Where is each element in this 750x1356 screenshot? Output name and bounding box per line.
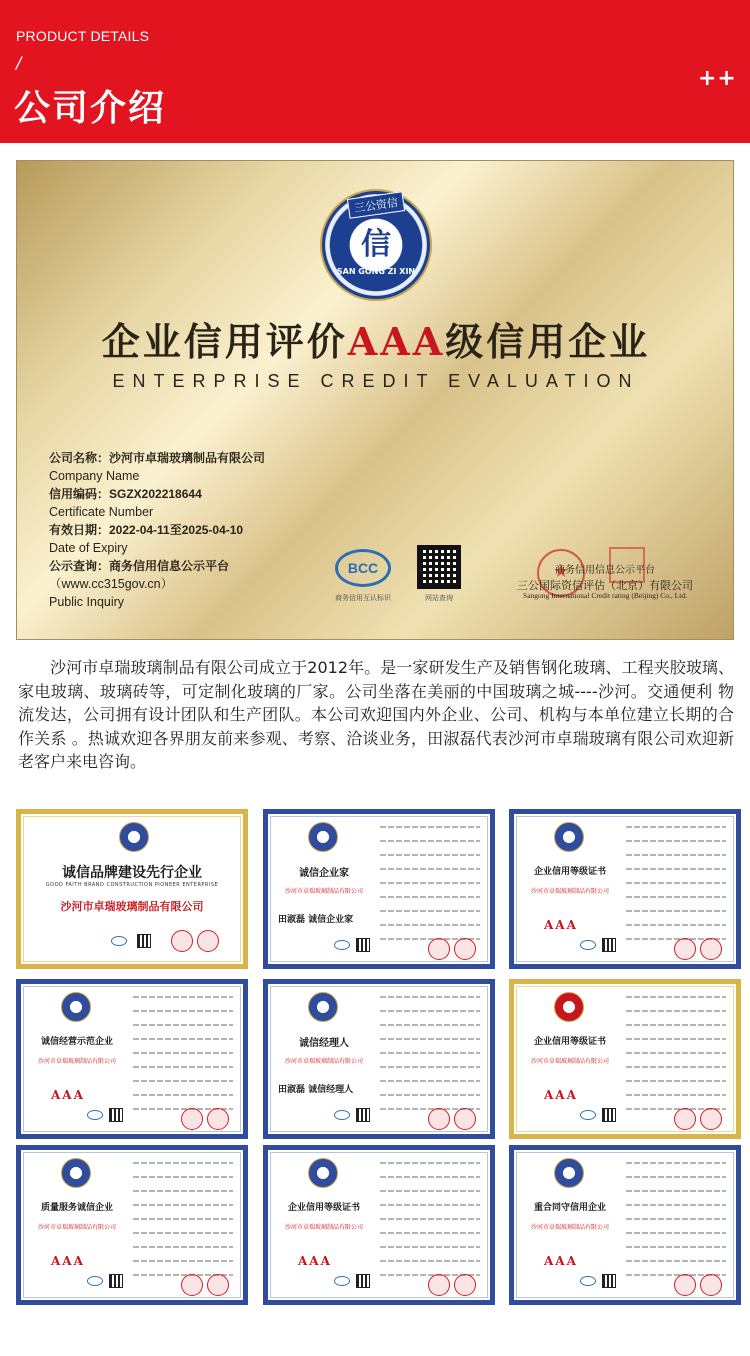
certificate-card	[263, 809, 495, 969]
qr-code-icon	[356, 938, 370, 952]
text-line	[380, 1052, 480, 1054]
certificate-emblem-icon	[554, 822, 584, 852]
text-line	[133, 1162, 233, 1164]
certificate-card	[16, 979, 248, 1139]
certificate-card	[509, 979, 741, 1139]
text-line	[380, 1204, 480, 1206]
text-line	[626, 1094, 726, 1096]
certificate-card-aaa: AAA	[544, 1088, 578, 1102]
certificate-card-person: 田淑磊 诚信经理人	[278, 1085, 354, 1095]
red-seal-icon	[700, 1108, 722, 1130]
qr-code-icon	[602, 1108, 616, 1122]
slash-divider: /	[16, 53, 22, 72]
certificate-card-aaa: AAA	[51, 1254, 85, 1268]
text-line	[626, 868, 726, 870]
text-line	[133, 1024, 233, 1026]
text-line	[626, 996, 726, 998]
field-inquiry-en: Public Inquiry	[49, 595, 125, 609]
certificate-card-title: 质量服务诚信企业	[40, 1203, 113, 1213]
bcc-logo-icon	[87, 1276, 103, 1286]
certificate-card-company: 沙河市卓瑞玻璃制品有限公司	[530, 1224, 609, 1231]
certificate-card-title: 企业信用等级证书	[533, 1037, 606, 1047]
issuer-name-en: Sangong International Credit rating (Beijing) Co., Ltd.	[523, 591, 687, 600]
bcc-logo-icon	[580, 1110, 596, 1120]
text-line	[626, 882, 726, 884]
red-seal-icon	[700, 1274, 722, 1296]
bcc-logo-icon	[334, 1276, 350, 1286]
text-line	[626, 826, 726, 828]
stamp-caption: 商务信用信息公示平台	[555, 565, 655, 576]
certificate-emblem-icon	[554, 992, 584, 1022]
text-line	[133, 1246, 233, 1248]
text-line	[626, 1052, 726, 1054]
text-line	[626, 1190, 726, 1192]
text-line	[133, 1204, 233, 1206]
eyebrow-text: PRODUCT DETAILS	[16, 28, 150, 44]
text-line	[133, 1176, 233, 1178]
credit-certificate-image	[16, 160, 734, 640]
text-line	[626, 1038, 726, 1040]
plus-decoration: ++	[698, 66, 737, 91]
certificate-subtitle: ENTERPRISE CREDIT EVALUATION	[112, 371, 640, 391]
red-seal-icon	[428, 1274, 450, 1296]
certificate-card	[263, 979, 495, 1139]
text-line	[626, 1232, 726, 1234]
certificate-card-company: 沙河市卓瑞玻璃制品有限公司	[284, 1224, 363, 1231]
issuer-name-cn: 三公国际资信评估（北京）有限公司	[517, 579, 693, 592]
company-intro-paragraph: 沙河市卓瑞玻璃制品有限公司成立于2012年。是一家研发生产及销售钢化玻璃、工程夹胶玻璃、家电玻璃、玻璃砖等，可定制化玻璃的厂家。公司坐落在美丽的中国玻璃之城----沙河。交通便利 物流发达，公司拥有设计团队和生产团队。本公司欢迎国内外企业、公司、机构与本单位建立长期的合作关系 。热诚欢迎各界朋友前来参观、考察、洽谈业务，田淑磊代表沙河市卓瑞玻璃有限公司欢迎新老客户来电咨询。	[18, 658, 734, 771]
red-seal-icon	[207, 1108, 229, 1130]
certificate-emblem-icon	[61, 1158, 91, 1188]
qr-code-icon	[356, 1108, 370, 1122]
qr-code-icon	[109, 1108, 123, 1122]
red-seal-icon	[700, 938, 722, 960]
bcc-logo-icon: BCC	[335, 549, 391, 587]
certificate-card-person: 田淑磊 诚信企业家	[278, 915, 354, 925]
certificate-card	[16, 1145, 248, 1305]
qr-code-icon	[602, 1274, 616, 1288]
certificate-card-title: 诚信经理人	[299, 1038, 349, 1049]
certificate-card	[509, 1145, 741, 1305]
emblem-top-text: 三公资信	[347, 191, 405, 219]
text-line	[380, 924, 480, 926]
text-line	[133, 1094, 233, 1096]
bcc-logo-icon	[111, 936, 127, 946]
text-line	[133, 1260, 233, 1262]
text-line	[626, 1246, 726, 1248]
certificate-emblem-icon	[308, 822, 338, 852]
text-line	[380, 1246, 480, 1248]
text-line	[626, 1260, 726, 1262]
field-number-cn: 信用编码：SGZX202218644	[49, 487, 202, 501]
red-seal-icon	[674, 938, 696, 960]
text-line	[380, 1232, 480, 1234]
field-company-cn: 公司名称：沙河市卓瑞玻璃制品有限公司	[49, 451, 266, 465]
qr-code-icon	[109, 1274, 123, 1288]
bcc-logo-icon	[334, 940, 350, 950]
red-seal-icon	[197, 930, 219, 952]
sangong-emblem-icon	[320, 189, 432, 301]
text-line	[380, 1162, 480, 1164]
certificate-card-aaa: AAA	[51, 1088, 85, 1102]
qr-code-icon	[356, 1274, 370, 1288]
text-line	[133, 1232, 233, 1234]
certificate-emblem-icon	[554, 1158, 584, 1188]
text-line	[133, 1066, 233, 1068]
text-line	[626, 1010, 726, 1012]
certificate-card-aaa: AAA	[544, 1254, 578, 1268]
certificate-card-subtitle: GOOD FAITH BRAND CONSTRUCTION PIONEER ENTERPRISE	[45, 882, 219, 888]
certificate-card	[16, 809, 248, 969]
text-line	[626, 924, 726, 926]
text-line	[380, 854, 480, 856]
certificate-emblem-icon	[119, 822, 149, 852]
bcc-logo-icon	[580, 940, 596, 950]
text-line	[133, 1052, 233, 1054]
text-line	[626, 1218, 726, 1220]
text-line	[380, 840, 480, 842]
certificate-card-company: 沙河市卓瑞玻璃制品有限公司	[284, 1058, 363, 1065]
certificate-card	[509, 809, 741, 969]
qr-code-icon	[417, 545, 461, 589]
qr-caption: 网站查询	[425, 594, 453, 602]
red-seal-icon	[674, 1108, 696, 1130]
certificate-card-title: 重合同守信用企业	[533, 1203, 606, 1213]
certificate-title	[17, 311, 734, 366]
certificate-card-company: 沙河市卓瑞玻璃制品有限公司	[37, 1224, 116, 1231]
certificate-card-aaa: AAA	[544, 918, 578, 932]
text-line	[133, 1080, 233, 1082]
certificate-card-title: 企业信用等级证书	[287, 1203, 360, 1213]
text-line	[380, 1218, 480, 1220]
red-seal-icon	[454, 938, 476, 960]
field-number-en: Certificate Number	[49, 505, 154, 519]
red-seal-icon	[674, 1274, 696, 1296]
text-line	[133, 1218, 233, 1220]
section-header	[0, 0, 750, 143]
certificate-title-post: 级信用企业	[445, 319, 651, 364]
emblem-char: 信	[352, 221, 400, 269]
text-line	[626, 896, 726, 898]
red-seal-icon	[454, 1274, 476, 1296]
text-line	[626, 1080, 726, 1082]
certificate-card	[263, 1145, 495, 1305]
field-expiry-en: Date of Expiry	[49, 541, 128, 555]
red-seal-icon	[454, 1108, 476, 1130]
certificate-card-title: 诚信企业家	[299, 868, 349, 879]
text-line	[380, 1066, 480, 1068]
red-seal-icon	[181, 1108, 203, 1130]
text-line	[380, 1038, 480, 1040]
certificate-title-aaa: AAA	[347, 319, 446, 364]
field-company-en: Company Name	[49, 469, 140, 483]
qr-code-icon	[602, 938, 616, 952]
certificate-fields	[49, 449, 265, 611]
certificate-card-title: 诚信品牌建设先行企业	[62, 865, 202, 881]
field-inquiry-cn: 公示查询：商务信用信息公示平台	[49, 559, 230, 573]
text-line	[133, 1038, 233, 1040]
red-seal-icon	[171, 930, 193, 952]
text-line	[626, 1066, 726, 1068]
certificate-emblem-icon	[308, 992, 338, 1022]
red-seal-icon	[428, 938, 450, 960]
text-line	[380, 996, 480, 998]
bcc-logo-icon	[580, 1276, 596, 1286]
text-line	[133, 1190, 233, 1192]
text-line	[133, 996, 233, 998]
bcc-logo-icon	[87, 1110, 103, 1120]
certificate-title-pre: 企业信用评价	[101, 319, 348, 364]
red-seal-icon	[181, 1274, 203, 1296]
text-line	[380, 1024, 480, 1026]
field-expiry-cn: 有效日期：2022-04-11至2025-04-10	[49, 523, 244, 537]
bcc-caption: 商务信用互认标识	[335, 594, 391, 602]
qr-code-icon	[137, 934, 151, 948]
text-line	[626, 1024, 726, 1026]
certificate-card-company: 沙河市卓瑞玻璃制品有限公司	[284, 888, 363, 895]
text-line	[380, 1260, 480, 1262]
page-title: 公司介绍	[14, 88, 167, 129]
text-line	[380, 868, 480, 870]
text-line	[626, 1176, 726, 1178]
text-line	[626, 1204, 726, 1206]
text-line	[380, 1080, 480, 1082]
text-line	[626, 910, 726, 912]
text-line	[626, 854, 726, 856]
red-seal-icon	[207, 1274, 229, 1296]
certificate-card-company: 沙河市卓瑞玻璃制品有限公司	[530, 888, 609, 895]
text-line	[380, 896, 480, 898]
certificate-card-company: 沙河市卓瑞玻璃制品有限公司	[530, 1058, 609, 1065]
text-line	[133, 1010, 233, 1012]
red-seal-icon	[428, 1108, 450, 1130]
emblem-sub-text: SAN GONG ZI XIN	[336, 267, 416, 276]
certificate-emblem-icon	[61, 992, 91, 1022]
text-line	[380, 826, 480, 828]
field-inquiry-url: （www.cc315gov.cn）	[49, 577, 174, 591]
bcc-logo-icon	[334, 1110, 350, 1120]
certificate-card-company: 沙河市卓瑞玻璃制品有限公司	[37, 1058, 116, 1065]
certificate-emblem-icon	[308, 1158, 338, 1188]
certificate-card-title: 诚信经营示范企业	[40, 1037, 113, 1047]
text-line	[380, 1010, 480, 1012]
text-line	[380, 910, 480, 912]
text-line	[626, 1162, 726, 1164]
text-line	[380, 1176, 480, 1178]
certificate-card-company: 沙河市卓瑞玻璃制品有限公司	[60, 900, 204, 913]
text-line	[626, 840, 726, 842]
certificate-card-title: 企业信用等级证书	[533, 867, 606, 877]
certificate-card-aaa: AAA	[298, 1254, 332, 1268]
text-line	[380, 1190, 480, 1192]
text-line	[380, 1094, 480, 1096]
text-line	[380, 882, 480, 884]
